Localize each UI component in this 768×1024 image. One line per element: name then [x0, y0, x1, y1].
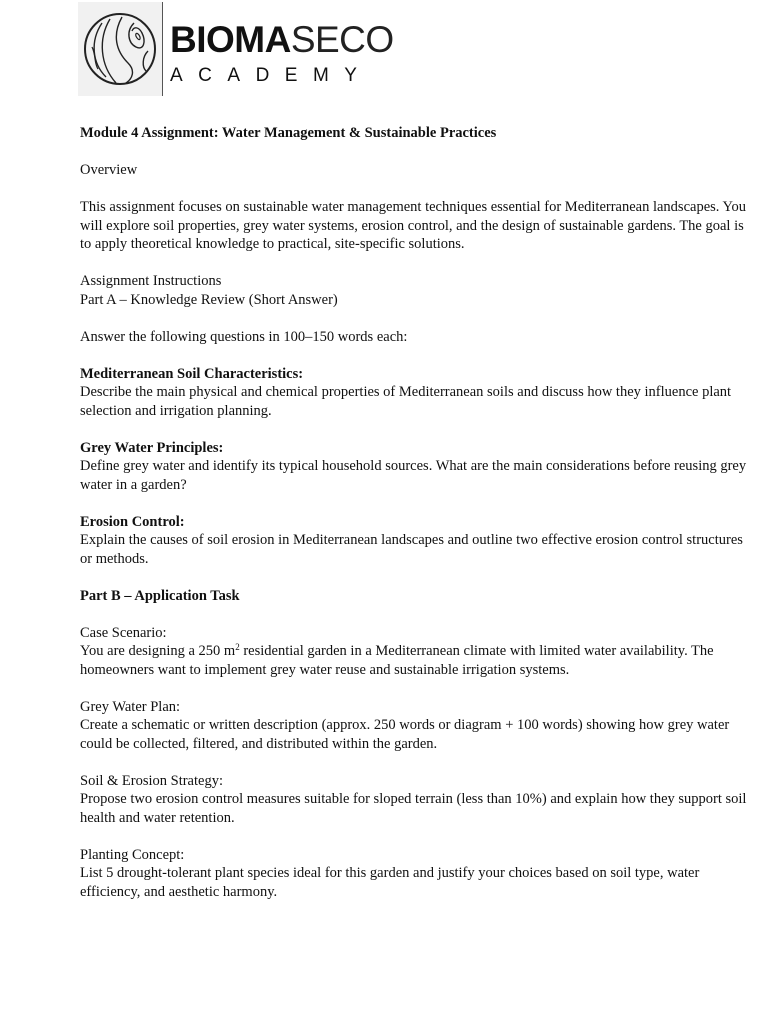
brand-name — [170, 20, 394, 60]
task-text: List 5 drought-tolerant plant species ideal for this garden and justify your choices based on soil type, water efficiency, and aesthetic harmony. — [80, 865, 700, 900]
case-text-before: You are designing a 250 m — [80, 643, 236, 659]
logo-divider — [162, 2, 163, 96]
answer-instruction: Answer the following questions in 100–150 words each: — [80, 328, 408, 345]
document-title: Module 4 Assignment: Water Management & Sustainable Practices — [80, 125, 497, 141]
question-title: Grey Water Principles: — [80, 439, 224, 456]
task-title: Grey Water Plan: — [80, 698, 181, 715]
case-scenario — [80, 624, 750, 680]
task-title: Soil & Erosion Strategy: — [80, 772, 223, 789]
part-a-heading: Part A – Knowledge Review (Short Answer) — [80, 291, 338, 308]
contour-globe-icon — [82, 11, 158, 87]
question-text: Explain the causes of soil erosion in Mediterranean landscapes and outline two effective erosion control structures or methods. — [80, 532, 743, 567]
overview-text: This assignment focuses on sustainable water management techniques essential for Mediterranean landscapes. You will explore soil properties, grey water systems, erosion control, and the design of sustainable gardens. The goal is to apply theoretical knowledge to practical, site-specific solutions. — [80, 199, 747, 252]
task-item — [80, 846, 750, 902]
question-text: Describe the main physical and chemical properties of Mediterranean soils and discuss how they influence plant selection and irrigation planning. — [80, 384, 732, 419]
case-text-superscript: 2 — [235, 642, 240, 652]
case-text-after: residential garden in a Mediterranean climate with limited water availability. The homeowners want to implement grey water reuse and sustainable irrigation systems. — [80, 643, 714, 678]
instructions-block — [80, 272, 750, 309]
task-item — [80, 698, 750, 754]
case-heading: Case Scenario: — [80, 624, 167, 641]
overview-heading: Overview — [80, 162, 138, 178]
question-title: Mediterranean Soil Characteristics: — [80, 365, 304, 382]
task-text: Create a schematic or written description (approx. 250 words or diagram + 100 words) showing how grey water could be collected, filtered, and distributed within the garden. — [80, 717, 730, 752]
task-title: Planting Concept: — [80, 846, 185, 863]
question-item — [80, 513, 750, 569]
question-text: Define grey water and identify its typical household sources. What are the main considerations before reusing grey water in a garden? — [80, 458, 747, 493]
task-text: Propose two erosion control measures suitable for sloped terrain (less than 10%) and explain how they support soil health and water retention. — [80, 791, 747, 826]
brand-name-light: SECO — [290, 19, 394, 60]
document-body — [80, 124, 750, 920]
logo-emblem — [78, 2, 162, 96]
brand-name-bold: BIOMA — [170, 19, 291, 60]
question-title: Erosion Control: — [80, 513, 185, 530]
academy-logo — [78, 2, 394, 96]
instructions-heading: Assignment Instructions — [80, 273, 222, 289]
question-item — [80, 365, 750, 421]
brand-subtitle: ACADEMY — [170, 65, 373, 86]
task-item — [80, 772, 750, 828]
part-b-heading: Part B – Application Task — [80, 587, 240, 604]
question-item — [80, 439, 750, 495]
